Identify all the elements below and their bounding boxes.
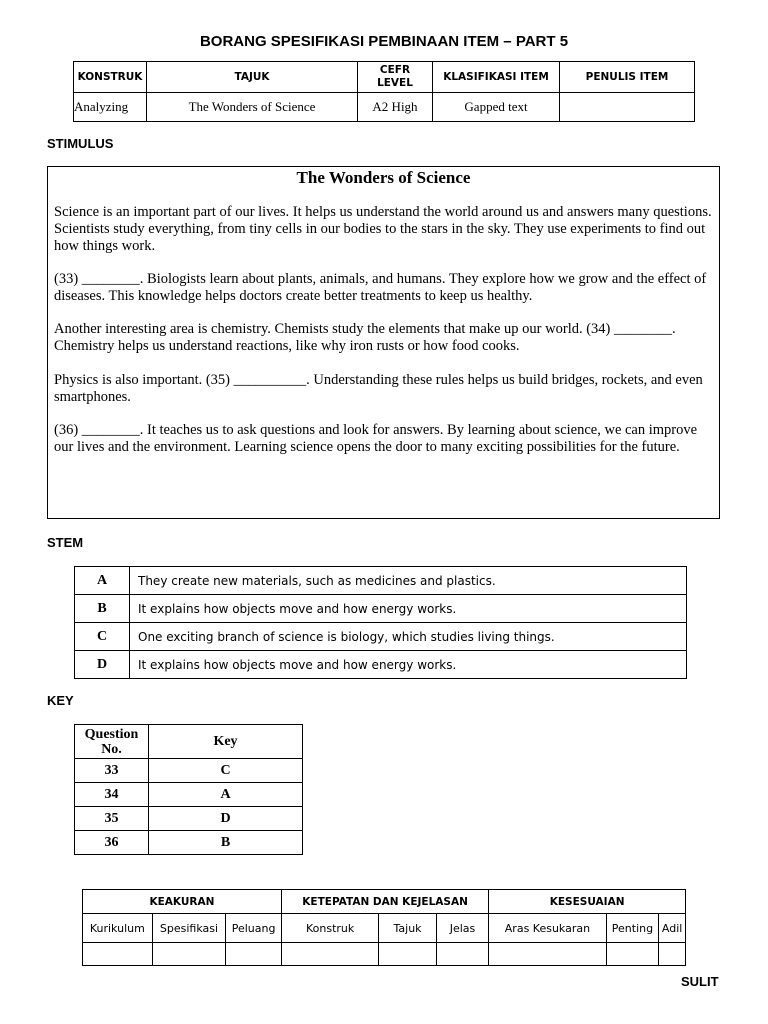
classification-footer: SULIT [681, 974, 719, 989]
group-kesesuaian: KESESUAIAN [489, 890, 686, 914]
option-text: They create new materials, such as medicines and plastics. [130, 567, 687, 595]
value-konstruk: Analyzing [74, 93, 147, 122]
header-question-no: Question No. [75, 725, 149, 759]
score-cell-jelas[interactable] [436, 943, 489, 966]
document-title: BORANG SPESIFIKASI PEMBINAAN ITEM – PART 5 [199, 33, 569, 50]
criterion-spesifikasi: Spesifikasi [152, 914, 226, 943]
option-letter: D [75, 651, 130, 679]
stem-label: STEM [47, 535, 84, 550]
score-cell-konstruk[interactable] [281, 943, 378, 966]
stem-options-table [74, 566, 687, 679]
stimulus-paragraph-2: (33) ________. Biologists learn about plants, animals, and humans. They explore how we grow and the effect of diseases. This knowledge helps doctors create better treatments to keep us healthy. [54, 271, 707, 304]
option-letter: C [75, 623, 130, 651]
group-ketepatan-dan-kejelasan: KETEPATAN DAN KEJELASAN [281, 890, 488, 914]
question-number: 33 [75, 759, 149, 783]
stimulus-label: STIMULUS [47, 136, 114, 151]
criterion-penting: Penting [606, 914, 659, 943]
criterion-kurikulum: Kurikulum [83, 914, 153, 943]
option-letter: A [75, 567, 130, 595]
stimulus-box [47, 166, 720, 519]
stem-option-b [75, 595, 687, 623]
header-klasifikasi-item: KLASIFIKASI ITEM [433, 62, 560, 93]
answer-letter: A [149, 783, 303, 807]
question-number: 36 [75, 831, 149, 855]
answer-letter: C [149, 759, 303, 783]
stem-option-a [75, 567, 687, 595]
option-letter: B [75, 595, 130, 623]
criterion-tajuk: Tajuk [379, 914, 436, 943]
criterion-jelas: Jelas [436, 914, 489, 943]
option-text: One exciting branch of science is biology, which studies living things. [130, 623, 687, 651]
value-penulis-item [560, 93, 695, 122]
score-cell-peluang[interactable] [226, 943, 282, 966]
score-cell-kurikulum[interactable] [83, 943, 153, 966]
criterion-peluang: Peluang [226, 914, 282, 943]
value-klasifikasi-item: Gapped text [433, 93, 560, 122]
key-row [75, 759, 303, 783]
criterion-adil: Adil [659, 914, 686, 943]
stimulus-paragraph-5: (36) ________. It teaches us to ask questions and look for answers. By learning about science, we can improve our lives and the environment. Learning science opens the door to many exciting possibilities for the future. [54, 422, 698, 455]
value-cefr-level: A2 High [358, 93, 433, 122]
stem-option-d [75, 651, 687, 679]
group-keakuran: KEAKURAN [83, 890, 282, 914]
header-penulis-item: PENULIS ITEM [560, 62, 695, 93]
option-text: It explains how objects move and how energy works. [130, 651, 687, 679]
stimulus-paragraph-1: Science is an important part of our lives. It helps us understand the world around us and answers many questions. Scientists study everything, from tiny cells in our bodies to the stars in the sky. They use experiments to find out how things work. [54, 204, 712, 254]
criterion-konstruk: Konstruk [281, 914, 378, 943]
score-cell-tajuk[interactable] [379, 943, 436, 966]
question-number: 34 [75, 783, 149, 807]
key-row [75, 831, 303, 855]
answer-key-table [74, 724, 303, 855]
score-cell-aras-kesukaran[interactable] [489, 943, 606, 966]
review-criteria-table [82, 889, 686, 966]
key-row [75, 783, 303, 807]
answer-letter: D [149, 807, 303, 831]
header-cefr-level: CEFR LEVEL [358, 62, 433, 93]
option-text: It explains how objects move and how energy works. [130, 595, 687, 623]
stimulus-paragraph-4: Physics is also important. (35) __________. Understanding these rules helps us build bridges, rockets, and even smartphones. [54, 372, 703, 405]
key-label: KEY [47, 693, 74, 708]
header-konstruk: KONSTRUK [74, 62, 147, 93]
key-row [75, 807, 303, 831]
header-key: Key [149, 725, 303, 759]
question-number: 35 [75, 807, 149, 831]
header-tajuk: TAJUK [147, 62, 358, 93]
stimulus-title: The Wonders of Science [296, 168, 471, 187]
answer-letter: B [149, 831, 303, 855]
score-cell-spesifikasi[interactable] [152, 943, 226, 966]
stem-option-c [75, 623, 687, 651]
stimulus-paragraph-3: Another interesting area is chemistry. Chemists study the elements that make up our world. (34) ________. Chemistry helps us understand reactions, like why iron rusts or how food cooks. [54, 321, 676, 354]
item-info-table [73, 61, 695, 122]
score-cell-adil[interactable] [659, 943, 686, 966]
criterion-aras-kesukaran: Aras Kesukaran [489, 914, 606, 943]
score-cell-penting[interactable] [606, 943, 659, 966]
value-tajuk: The Wonders of Science [147, 93, 358, 122]
